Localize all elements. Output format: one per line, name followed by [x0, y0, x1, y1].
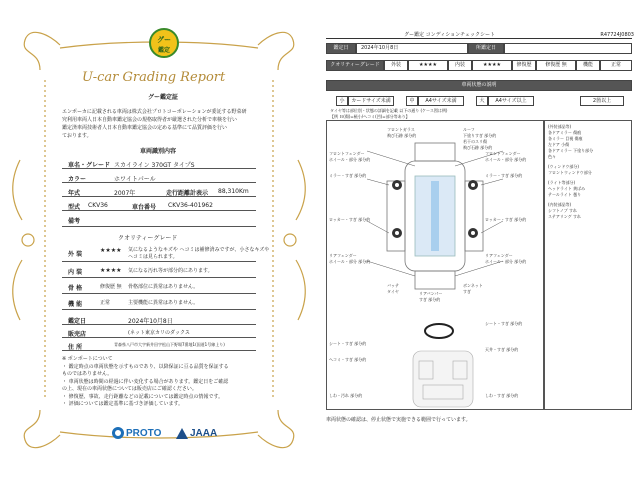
color-row	[62, 171, 256, 183]
side-note: 色々	[548, 154, 556, 159]
side-note: フロントウィンドウ部分	[548, 170, 592, 175]
condition-title: 車両状態の説明	[326, 80, 632, 91]
intro-line: エンポーカに記載される車両は株式会社プロトコーポレーションが委託する野菜研	[62, 109, 247, 115]
color-value: ホワイトパール	[114, 176, 156, 183]
mileage-label: 走行距離計表示	[166, 190, 209, 197]
side-note: 左ドア 小傷	[548, 142, 570, 147]
address-label: 住 所	[68, 344, 83, 351]
int-label: 内装	[448, 60, 472, 71]
sheet-header	[326, 29, 632, 39]
type-value: CKV36	[88, 202, 108, 209]
interior-row	[62, 264, 256, 278]
label-l-rocker: ロッカー・すぎ 部分的	[329, 217, 371, 222]
side-note: ステアリング すれ	[548, 214, 581, 219]
model-label: 車名・グレード	[68, 162, 111, 169]
exterior-text-2: ヘコミは見られます。	[128, 254, 178, 260]
certificate-subtitle: グー鑑定証	[148, 94, 179, 101]
label-interior-l3: しわ・汚れ 部分的	[329, 393, 363, 398]
side-note: (ウィンドウ部分)	[548, 164, 579, 169]
footnote-line: ・ 鑑定時点の車両状態を示すものであり、以降保証に亘る品質を保証する	[62, 363, 229, 370]
notes-label: 備考	[68, 218, 81, 225]
bottom-note: 車両状態の確認は、停止状態で実施できる範囲で行っています。	[326, 417, 471, 423]
proto-logo-text: PROTO	[126, 427, 162, 439]
label-interior-l2: ヘコミ・すぎ 部分的	[329, 357, 367, 362]
grading-certificate	[0, 0, 318, 480]
label-rear-right: リアフェンダー ホイール・部分 部分的	[485, 253, 527, 264]
label-r-rocker: ロッカー・すぎ 部分的	[485, 217, 527, 222]
side-note: 各ドアミラー 傷痕	[548, 130, 582, 135]
legend-line-2: 【例 Ｂ(傷)=極小/ヘコミ(凹)=部分等あり】	[330, 114, 410, 119]
label-roof: ルーフ 下塗りすぎ 部分的 若干のスリ傷 飛び石跡 部分的	[463, 127, 497, 150]
scale-medium-key: 中	[406, 96, 418, 106]
interior-stars: ★★★★	[100, 267, 122, 274]
side-note: 各ドアミラー 下塗り部分	[548, 148, 594, 153]
label-r-mirror: ミラー・すぎ 部分的	[485, 173, 523, 178]
label-rear-left: リアフェンダー ホイール・部分 部分的	[329, 253, 371, 264]
car-outline-diagram	[327, 121, 545, 411]
report-script-title: U-car Grading Report	[82, 70, 226, 85]
exterior-text-1: 気になるようなキズや ヘコミは補修済みですが、小さなキズや	[128, 247, 270, 253]
date-value: 2024年10月8日	[128, 318, 173, 325]
footnote-title: ※ ポンポートについて	[62, 356, 113, 362]
condition-check-sheet	[318, 0, 640, 480]
badge-top-text: グー	[157, 36, 171, 44]
footnotes	[62, 356, 229, 409]
label-fr-fender: フロントフェンダー ホイール・部分 部分的	[485, 151, 527, 162]
sheet-title: グー鑑定 コンディションチェックシート	[404, 32, 495, 38]
damage-diagram	[326, 120, 544, 410]
address-value: 青森県八戸市大字新井田字松山下野場7番地1(国道1号線上り)	[114, 342, 225, 347]
report-id: R47724J0803	[600, 32, 634, 38]
footnote-line: ものではありません。	[62, 371, 113, 377]
side-note: 各ミラー 目視 傷痕	[548, 136, 583, 141]
legend-line-1: タイヤ等は部位別・状態の詳細を記載 以下の通り (ケース図は例)	[330, 108, 448, 113]
scale-large-key: 大	[476, 96, 488, 106]
repair-label: 修復歴	[512, 60, 536, 71]
intro-text	[62, 108, 247, 140]
side-note: (内装部品等)	[548, 202, 572, 207]
date-value: 2024年10月8日	[356, 43, 468, 54]
intro-line: 究利用車両人日本自動車鑑定協会の規格取得者が厳選された分析で車検を行い	[62, 117, 238, 123]
exterior-stars: ★★★★	[100, 247, 122, 254]
ext-label: 外装	[384, 60, 408, 71]
footnote-line: の上、現在の車両状態については販売店にご確認ください。	[62, 386, 197, 392]
color-label: カラー	[68, 176, 87, 183]
parts-label: 2箇以上	[580, 96, 624, 106]
scale-small-text: カードサイズ未満	[348, 96, 394, 106]
dealer-row	[62, 326, 256, 338]
date-row	[62, 313, 256, 325]
intro-line: ております。	[62, 133, 92, 139]
label-trunk: バッテ タイヤ	[387, 283, 399, 294]
interior-text: 気になる汚れ等が部分的にあります。	[128, 268, 213, 274]
side-note: (ライト等部分)	[548, 180, 576, 185]
int-stars: ★★★★	[472, 60, 512, 71]
frame-value: 修復歴 無	[100, 284, 122, 290]
footnote-line: ・ 評価については鑑定基準に基づき評価しています。	[62, 401, 184, 407]
side-note: テールライト 曇り	[548, 192, 582, 197]
exterior-label: 外 装	[68, 251, 83, 258]
label-interior-r1: シート・すぎ 部分的	[485, 321, 523, 326]
year-label: 年式	[68, 190, 81, 197]
footnote-line: ・ 修復歴、事故、走行距離などの記載については鑑定時点の情報です。	[62, 393, 224, 400]
frame-label: 骨 格	[68, 285, 83, 292]
chassis-value: CKV36-401962	[168, 202, 213, 209]
dealer-value: (ネット東京カリのダックス	[128, 330, 190, 336]
date-label: 鑑定日	[68, 318, 87, 325]
mileage-value: 88,310Km	[218, 188, 249, 195]
label-rear-bumper: リアバンパー すぎ 部分的	[419, 291, 443, 302]
proto-logo	[112, 426, 161, 440]
label-hood: ボンネット すぎ	[463, 283, 483, 294]
jaaa-logo-text: JAAA	[190, 427, 218, 439]
date-label: 鑑定日	[326, 43, 356, 54]
address-row	[62, 339, 256, 351]
side-notes-panel	[544, 120, 632, 410]
label-interior-r3: しわ・すぎ 部分的	[485, 393, 519, 398]
side-note: ヘッドライト 黄ばみ	[548, 186, 586, 191]
number-value	[504, 43, 632, 54]
model-value: スカイライン 370GT タイプS	[114, 162, 195, 169]
year-value: 2007年	[114, 190, 136, 197]
model-row	[62, 157, 256, 169]
interior-label: 内 装	[68, 269, 83, 276]
quality-label: クオリティーグレード	[326, 60, 384, 71]
type-row	[62, 199, 256, 211]
repair-value: 修復歴 無	[536, 60, 576, 71]
label-fl-fender: フロントフェンダー ホイール・部分 部分的	[329, 151, 371, 162]
chassis-label: 車台番号	[132, 204, 157, 211]
intro-line: 鑑定済車両技術者人日本自動車鑑定協会の定める基準にて品質評価を行い	[62, 125, 228, 131]
number-label: 所鑑定日	[468, 43, 504, 54]
scale-small-key: 小	[336, 96, 348, 106]
jaaa-logo-icon	[176, 428, 188, 439]
engine-text: 主要機能に異常はありません。	[128, 300, 199, 306]
goo-badge-logo	[149, 28, 179, 58]
frame-row	[62, 280, 256, 294]
footnote-line: ・ 車両状態は時間の経過に伴い変化する場合があります。鑑定日をご確認	[62, 378, 229, 385]
engine-value: 正常	[100, 300, 111, 306]
frame-text: 骨格部位に異常はありません。	[128, 284, 199, 290]
type-label: 型式	[68, 204, 81, 211]
engine-row	[62, 296, 256, 310]
label-l-mirror: ミラー・すぎ 部分的	[329, 173, 367, 178]
function-value: 正常	[600, 60, 632, 71]
badge-bottom-text: 鑑定	[157, 47, 170, 54]
engine-label: 機 能	[68, 301, 83, 308]
dealer-label: 販売店	[68, 331, 87, 338]
side-note: シフトノブ すれ	[548, 208, 578, 213]
jaaa-logo	[176, 426, 217, 440]
exterior-row	[62, 244, 270, 262]
quality-title: クオリティーグレード	[118, 235, 178, 242]
label-interior-r2: 天井・すぎ 部分的	[485, 347, 519, 352]
scale-medium-text: A4サイズ未満	[418, 96, 464, 106]
year-row	[62, 185, 256, 197]
proto-logo-icon	[112, 427, 124, 439]
label-interior-l1: シート・すぎ 部分的	[329, 341, 367, 346]
ext-stars: ★★★★	[408, 60, 448, 71]
section-title: 車両識別内容	[140, 148, 177, 155]
notes-row	[62, 213, 256, 227]
label-front-glass: フロントガラス 飛び石跡 部分的	[387, 127, 417, 138]
scale-large-text: A4サイズ以上	[488, 96, 534, 106]
function-label: 機能	[576, 60, 600, 71]
side-note: (外装部品等)	[548, 124, 572, 129]
